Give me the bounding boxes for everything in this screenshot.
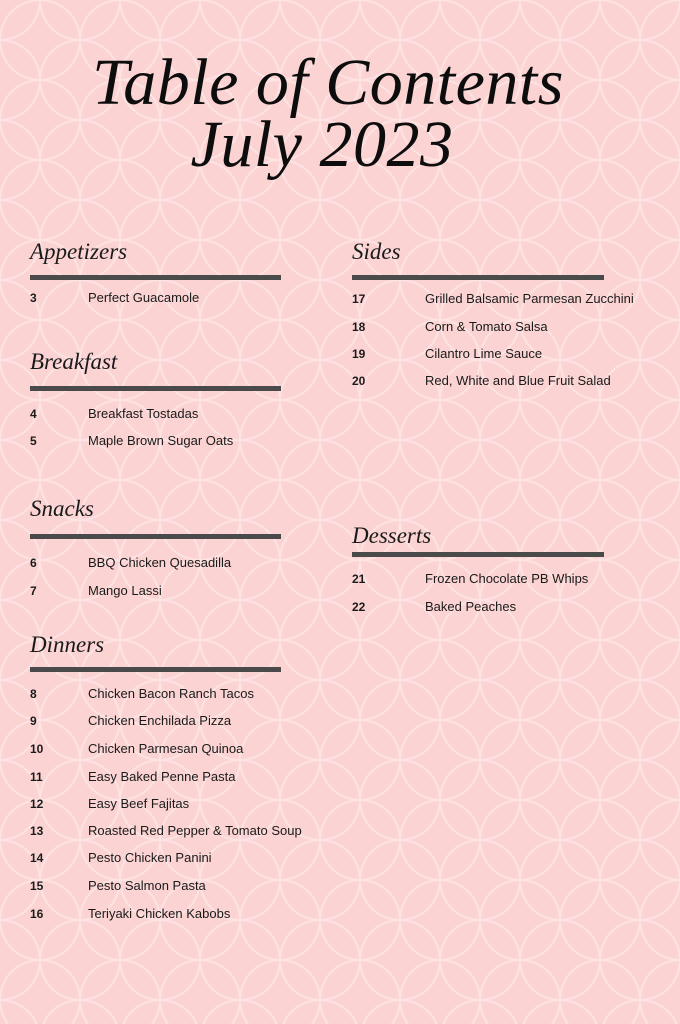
page-number: 9 [30, 714, 37, 728]
item-label: Easy Baked Penne Pasta [88, 769, 236, 784]
section-heading: Sides [352, 239, 401, 264]
section-rule [352, 552, 604, 557]
page-number: 11 [30, 770, 43, 784]
item-label: Mango Lassi [88, 583, 162, 598]
item-label: Cilantro Lime Sauce [425, 346, 543, 361]
item-label: Baked Peaches [425, 599, 517, 614]
section-rule [352, 275, 604, 280]
page-number: 10 [30, 742, 44, 756]
page-number: 4 [30, 407, 37, 421]
item-label: Frozen Chocolate PB Whips [425, 571, 589, 586]
item-label: Chicken Bacon Ranch Tacos [88, 686, 254, 701]
page-number: 13 [30, 824, 44, 838]
page-number: 7 [30, 584, 37, 598]
section-heading: Desserts [352, 523, 432, 548]
item-label: Easy Beef Fajitas [88, 796, 190, 811]
section-heading: Snacks [30, 496, 94, 521]
page-number: 21 [352, 572, 366, 586]
page-number: 19 [352, 347, 366, 361]
page-number: 14 [30, 851, 44, 865]
page-number: 12 [30, 797, 44, 811]
item-label: Roasted Red Pepper & Tomato Soup [88, 823, 302, 838]
section-breakfast [30, 348, 281, 448]
item-label: Maple Brown Sugar Oats [88, 433, 234, 448]
page-number: 20 [352, 374, 366, 388]
item-label: Teriyaki Chicken Kabobs [88, 906, 231, 921]
item-label: Perfect Guacamole [88, 290, 200, 305]
item-label: Pesto Salmon Pasta [88, 878, 206, 893]
section-appetizers [30, 238, 281, 305]
page-subtitle: July 2023 [190, 108, 454, 181]
page-number: 17 [352, 292, 366, 306]
section-dinners [30, 631, 302, 921]
page-number: 18 [352, 320, 366, 334]
page-number: 3 [30, 291, 37, 305]
page-number: 22 [352, 600, 366, 614]
section-heading: Dinners [30, 632, 105, 657]
section-heading: Breakfast [30, 349, 118, 374]
page-number: 15 [30, 879, 44, 893]
item-label: BBQ Chicken Quesadilla [88, 555, 232, 570]
section-desserts [352, 522, 604, 614]
section-rule [30, 386, 281, 391]
item-label: Chicken Parmesan Quinoa [88, 741, 244, 756]
item-label: Chicken Enchilada Pizza [88, 713, 232, 728]
page-number: 6 [30, 556, 37, 570]
item-label: Corn & Tomato Salsa [425, 319, 548, 334]
section-snacks [30, 495, 281, 598]
section-sides [352, 238, 634, 388]
item-label: Breakfast Tostadas [88, 406, 199, 421]
section-heading: Appetizers [30, 239, 128, 264]
page-number: 8 [30, 687, 37, 701]
page-number: 5 [30, 434, 37, 448]
page-number: 16 [30, 907, 44, 921]
item-label: Red, White and Blue Fruit Salad [425, 373, 611, 388]
page-title: Table of Contents [92, 46, 564, 119]
item-label: Pesto Chicken Panini [88, 850, 212, 865]
section-rule [30, 275, 281, 280]
section-rule [30, 667, 281, 672]
section-rule [30, 534, 281, 539]
item-label: Grilled Balsamic Parmesan Zucchini [425, 291, 634, 306]
